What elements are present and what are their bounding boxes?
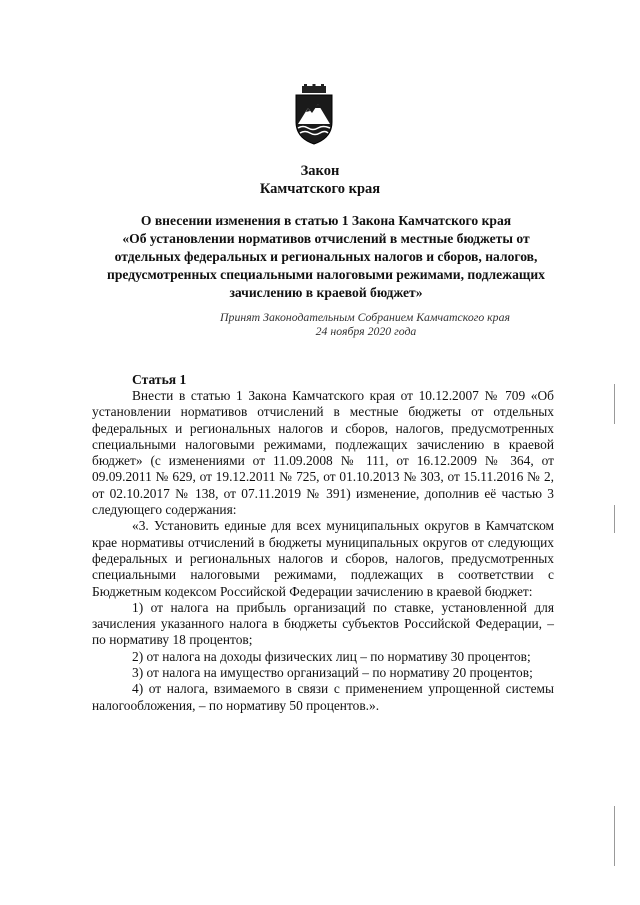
article-body: [92, 388, 554, 714]
scan-margin-mark: [614, 806, 615, 866]
subtitle-line: «Об установлении нормативов отчислений в местные бюджеты от: [122, 231, 530, 246]
article-paragraph: 2) от налога на доходы физических лиц – по нормативу 30 процентов;: [132, 648, 531, 664]
document-title-law: Закон: [300, 163, 340, 179]
adoption-date: 24 ноября 2020 года: [315, 324, 417, 338]
article-paragraph: 4) от налога, взимаемого в связи с применением упрощенной системы налогообложения, – по нормативу 50 процентов.».: [92, 681, 554, 713]
subtitle-line: О внесении изменения в статью 1 Закона Камчатского края: [140, 213, 512, 228]
article-paragraph: 1) от налога на прибыль организаций по ставке, установленной для зачисления указанного налога в бюджеты субъектов Российской Федерации, – по нормативу 18 процентов;: [92, 599, 554, 648]
law-subtitle: [92, 212, 560, 302]
subtitle-line: предусмотренных специальными налоговыми режимами, подлежащих: [107, 267, 545, 282]
scan-margin-mark: [614, 384, 615, 424]
subtitle-line: зачислению в краевой бюджет»: [229, 285, 423, 300]
kamchatka-coat-of-arms-icon: [292, 84, 336, 146]
subtitle-line: отдельных федеральных и региональных налогов и сборов, налогов,: [114, 249, 538, 264]
adoption-body: Принят Законодательным Собранием Камчатского края: [220, 310, 510, 324]
adoption-note: [0, 310, 640, 338]
article-paragraph: Внести в статью 1 Закона Камчатского края от 10.12.2007 № 709 «Об установлении нормативов отчислений в местные бюджеты от отдельных федеральных и региональных налогов и сборов, налогов, предусмотренных специальными налоговыми режимами, подлежащих зачислению в краевой бюджет» (с изменениями от 11.09.2008 № 111, от 16.12.2009 № 364, от 09.09.2011 № 629, от 19.12.2011 № 725, от 01.10.2013 № 303, от 15.11.2016 № 2, от 02.10.2017 № 138, от 07.11.2019 № 391) изменение, дополнив её частью 3 следующего содержания:: [92, 388, 554, 518]
document-title-region: Камчатского края: [259, 181, 381, 197]
article-paragraph: 3) от налога на имущество организаций – по нормативу 20 процентов;: [132, 665, 533, 681]
scan-margin-mark: [614, 505, 615, 533]
article-paragraph: «3. Установить единые для всех муниципальных округов в Камчатском крае нормативы отчислений в бюджеты муниципальных округов от следующих федеральных и региональных налогов и сборов, налогов, предусмотренных специальными налоговыми режимами, подлежащих в соответствии с Бюджетным кодексом Российской Федерации зачислению в краевой бюджет:: [92, 518, 554, 599]
article-heading: Статья 1: [132, 372, 187, 387]
